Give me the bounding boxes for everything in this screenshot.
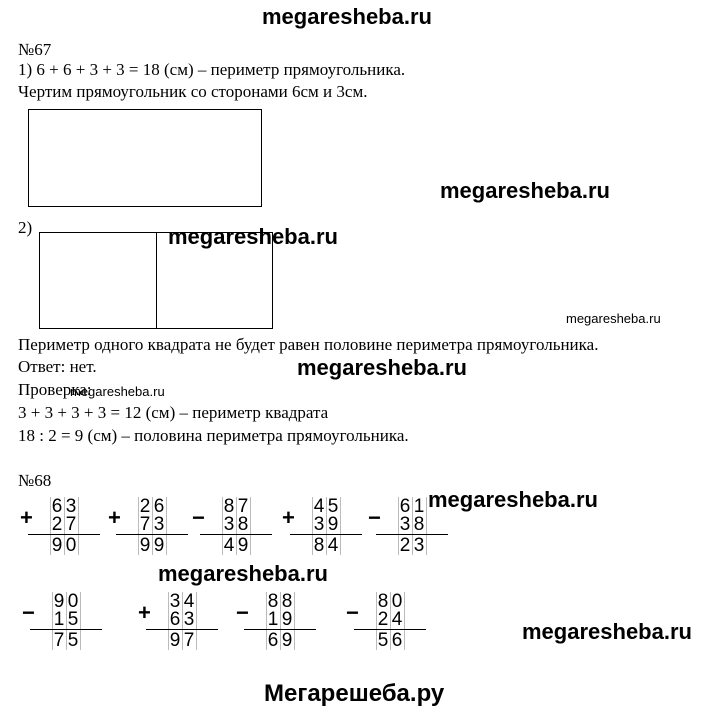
task-67-check-label: Проверка: <box>18 380 92 399</box>
watermark-1: megaresheba.ru <box>440 178 610 203</box>
calc-digit: 9 <box>153 535 165 556</box>
calc-digit: 9 <box>139 535 151 556</box>
calc-digit: 6 <box>51 496 63 517</box>
calc-digit: 6 <box>267 630 279 651</box>
calc-operator: + <box>282 505 295 530</box>
calc-digit: 4 <box>391 609 403 630</box>
calc-digit: 3 <box>313 514 325 535</box>
calc-result-line <box>200 534 272 535</box>
calc-operator: + <box>20 505 33 530</box>
watermark-4: megaresheba.ru <box>428 487 598 512</box>
calc-digit: 1 <box>413 496 425 517</box>
calc-grid-line <box>166 497 167 555</box>
calc-digit: 9 <box>53 591 65 612</box>
watermark-5: megaresheba.ru <box>158 561 328 586</box>
calc-digit: 8 <box>237 514 249 535</box>
calc-result-line <box>290 534 362 535</box>
task-67-check-2: 18 : 2 = 9 (см) – половина периметра прямоугольника. <box>18 426 409 445</box>
column-calc <box>192 497 272 555</box>
calc-digit: 0 <box>67 591 79 612</box>
column-calc <box>22 592 102 650</box>
calc-operator: − <box>236 600 249 625</box>
watermark-small-1: megaresheba.ru <box>566 311 661 326</box>
calc-result-line <box>244 629 316 630</box>
calc-digit: 7 <box>65 514 77 535</box>
calc-digit: 5 <box>67 630 79 651</box>
calc-result-line <box>146 629 218 630</box>
calc-digit: 9 <box>281 630 293 651</box>
calc-digit: 9 <box>237 535 249 556</box>
calc-digit: 8 <box>313 535 325 556</box>
calc-digit: 3 <box>153 514 165 535</box>
calc-result-line <box>376 534 448 535</box>
task-67-part-2-label: 2) <box>18 218 33 237</box>
column-calc <box>346 592 426 650</box>
calc-digit: 5 <box>377 630 389 651</box>
calc-digit: 3 <box>399 514 411 535</box>
watermark-small-2: megaresheba.ru <box>70 384 165 399</box>
calc-digit: 6 <box>399 496 411 517</box>
column-calc <box>20 497 100 555</box>
calc-digit: 7 <box>237 496 249 517</box>
task-67-number: №67 <box>18 40 52 59</box>
calc-grid-line <box>426 497 427 555</box>
calc-digit: 2 <box>139 496 151 517</box>
calc-digit: 2 <box>51 514 63 535</box>
calc-digit: 8 <box>377 591 389 612</box>
calc-digit: 8 <box>413 514 425 535</box>
task-67-line-3: Периметр одного квадрата не будет равен половине периметра прямоугольника. <box>18 335 599 354</box>
calc-grid-line <box>196 592 197 650</box>
calc-grid-line <box>78 497 79 555</box>
task-67-check-1: 3 + 3 + 3 + 3 = 12 (см) – периметр квадрата <box>18 403 329 422</box>
calc-digit: 9 <box>169 630 181 651</box>
calc-operator: − <box>192 505 205 530</box>
calc-digit: 8 <box>281 591 293 612</box>
calc-digit: 2 <box>377 609 389 630</box>
task-67-line-1: 1) 6 + 6 + 3 + 3 = 18 (см) – периметр прямоугольника. <box>18 60 406 79</box>
calc-digit: 4 <box>183 591 195 612</box>
calc-digit: 9 <box>51 535 63 556</box>
calc-result-line <box>28 534 100 535</box>
footer-title: Мегарешеба.ру <box>264 680 445 707</box>
calc-operator: + <box>108 505 121 530</box>
watermark-6: megaresheba.ru <box>522 619 692 644</box>
calc-grid-line <box>250 497 251 555</box>
calc-digit: 7 <box>139 514 151 535</box>
column-calc <box>236 592 316 650</box>
task-67-line-2: Чертим прямоугольник со сторонами 6см и 3см. <box>18 82 368 101</box>
calc-result-line <box>354 629 426 630</box>
calc-digit: 8 <box>223 496 235 517</box>
calc-digit: 1 <box>53 609 65 630</box>
calc-digit: 5 <box>67 609 79 630</box>
calc-digit: 0 <box>391 591 403 612</box>
column-calc <box>108 497 188 555</box>
calc-grid-line <box>294 592 295 650</box>
watermark-2: megaresheba.ru <box>168 224 338 249</box>
calc-digit: 8 <box>267 591 279 612</box>
calc-digit: 4 <box>313 496 325 517</box>
calc-digit: 6 <box>169 609 181 630</box>
watermark-3: megaresheba.ru <box>297 355 467 380</box>
column-calc <box>368 497 448 555</box>
calc-digit: 2 <box>399 535 411 556</box>
column-calc <box>282 497 362 555</box>
calc-digit: 7 <box>53 630 65 651</box>
calc-digit: 1 <box>267 609 279 630</box>
calc-digit: 9 <box>281 609 293 630</box>
calc-operator: − <box>368 505 381 530</box>
calc-digit: 4 <box>327 535 339 556</box>
calc-digit: 4 <box>223 535 235 556</box>
square-divider-line <box>156 232 157 329</box>
calc-result-line <box>116 534 188 535</box>
calc-digit: 3 <box>169 591 181 612</box>
calc-result-line <box>30 629 102 630</box>
calc-grid-line <box>80 592 81 650</box>
task-67-answer: Ответ: нет. <box>18 357 97 376</box>
calc-digit: 3 <box>413 535 425 556</box>
calc-digit: 9 <box>327 514 339 535</box>
task-68-number: №68 <box>18 471 52 490</box>
calc-operator: + <box>138 600 151 625</box>
calc-operator: − <box>346 600 359 625</box>
calc-grid-line <box>340 497 341 555</box>
calc-digit: 0 <box>65 535 77 556</box>
calc-digit: 6 <box>391 630 403 651</box>
calc-operator: − <box>22 600 35 625</box>
calc-digit: 3 <box>183 609 195 630</box>
rectangle-figure <box>28 109 262 207</box>
calc-digit: 5 <box>327 496 339 517</box>
calc-digit: 7 <box>183 630 195 651</box>
calc-grid-line <box>404 592 405 650</box>
column-calc <box>138 592 218 650</box>
calc-digit: 3 <box>65 496 77 517</box>
calc-digit: 6 <box>153 496 165 517</box>
header-watermark: megaresheba.ru <box>262 4 432 29</box>
calc-digit: 3 <box>223 514 235 535</box>
